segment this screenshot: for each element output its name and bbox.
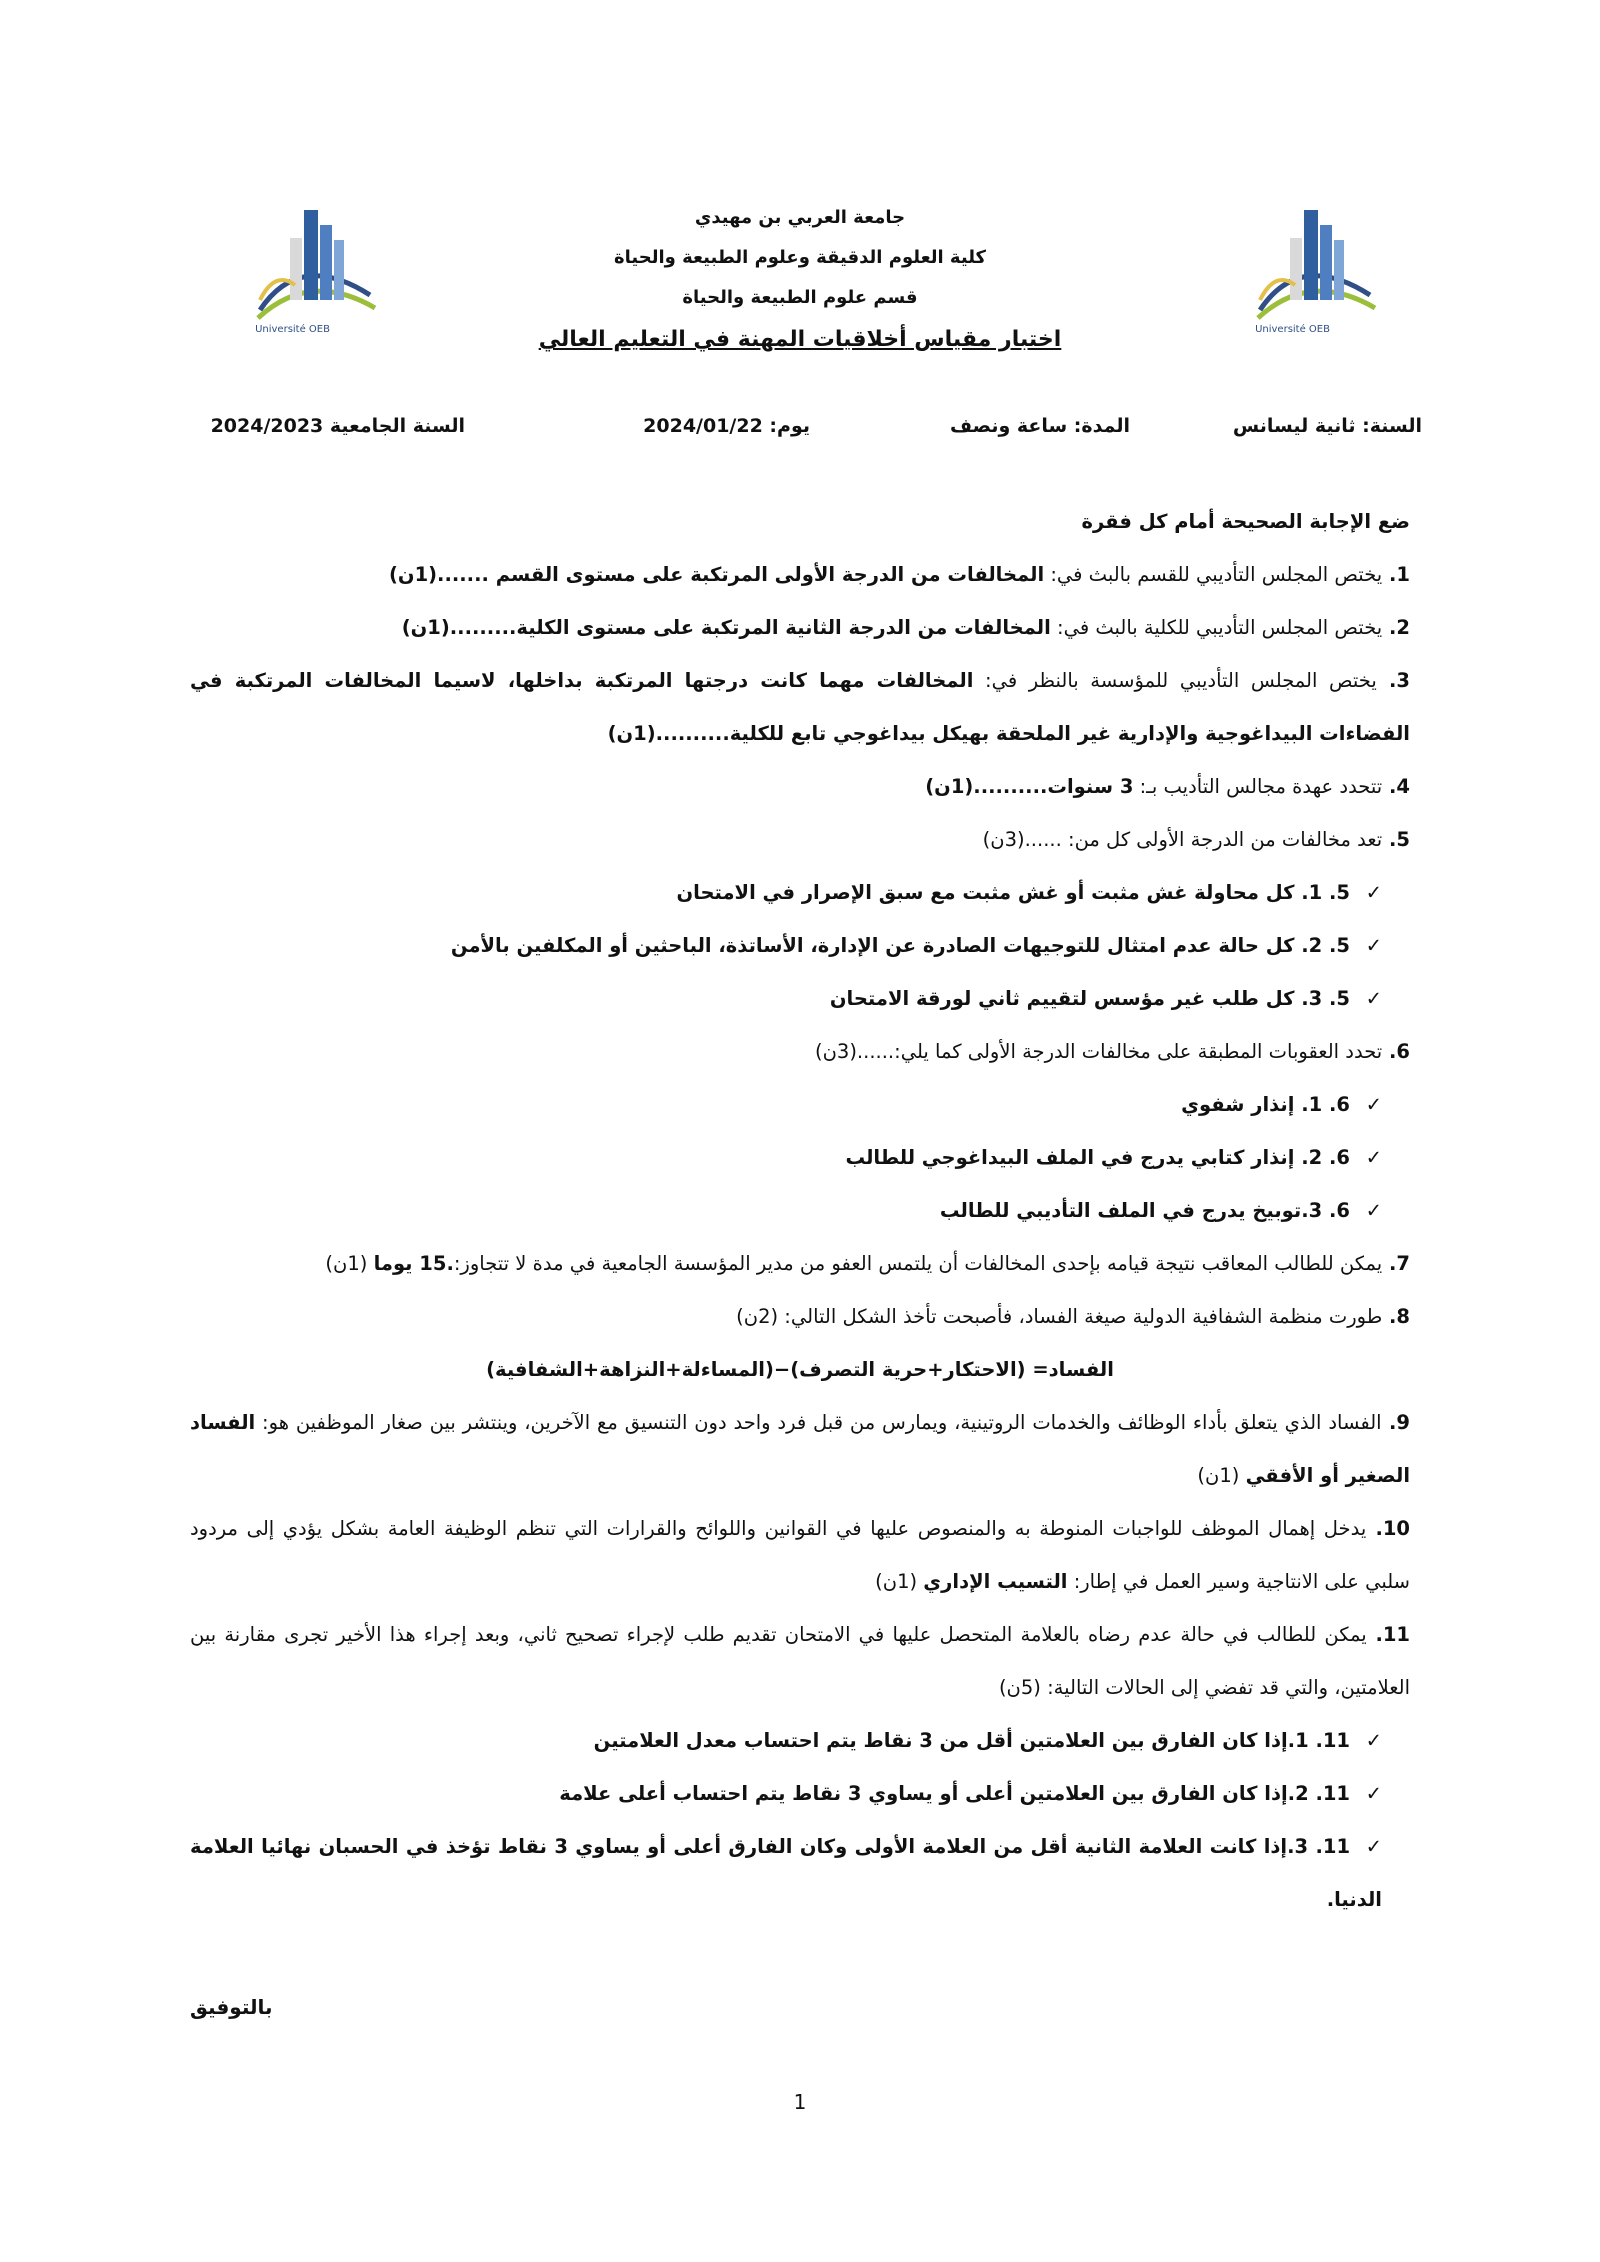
list-item: ✓11. 2.إذا كان الفارق بين العلامتين أعلى أو يساوي 3 نقاط يتم احتساب أعلى علامة (190, 1767, 1410, 1820)
list-item: ✓11. 1.إذا كان الفارق بين العلامتين أقل من 3 نقاط يتم احتساب معدل العلامتين (190, 1714, 1410, 1767)
check-icon: ✓ (1365, 1199, 1382, 1222)
exam-date: يوم: 2024/01/22 (643, 415, 810, 437)
question-3: 3. يختص المجلس التأديبي للمؤسسة بالنظر في: المخالفات مهما كانت درجتها المرتكبة بداخلها، لاسيما المخالفات المرتكبة في الفضاءات البيداغوجية والإدارية غير الملحقة بهيكل بيداغوجي تابع للكلية..........(1ن) (190, 669, 1410, 745)
corruption-formula: الفساد= (الاحتكار+حرية التصرف)−(المساءلة+النزاهة+الشفافية) (486, 1358, 1114, 1381)
svg-text:Université OEB: Université OEB (1255, 324, 1330, 335)
page-number: 1 (793, 2090, 807, 2114)
list-item: ✓11. 3.إذا كانت العلامة الثانية أقل من العلامة الأولى وكان الفارق أعلى أو يساوي 3 نقاط تؤخذ في الحسبان نهائيا العلامة الدنيا. (190, 1820, 1410, 1926)
svg-text:Université OEB: Université OEB (255, 324, 330, 335)
question-5: 5. تعد مخالفات من الدرجة الأولى كل من: ......(3ن) (982, 828, 1410, 851)
year-level: السنة: ثانية ليسانس (1232, 415, 1422, 437)
check-icon: ✓ (1365, 881, 1382, 904)
list-item: ✓6. 1. إنذار شفوي (190, 1078, 1410, 1131)
closing-wish: بالتوفيق (190, 1995, 273, 2019)
question-10: 10. يدخل إهمال الموظف للواجبات المنوطة به والمنصوص عليها في القوانين واللوائح والقرارات التي تنظم الوظيفة العامة بشكل يؤدي إلى مردود سلبي على الانتاجية وسير العمل في إطار: التسيب الإداري (1ن) (190, 1517, 1410, 1593)
answer-10: التسيب الإداري (923, 1570, 1068, 1593)
university-name: جامعة العربي بن مهيدي (694, 207, 906, 228)
answer-9: الفساد الصغير أو الأفقي (190, 1411, 1410, 1487)
instruction: ضع الإجابة الصحيحة أمام كل فقرة (1081, 510, 1410, 533)
check-icon: ✓ (1365, 1146, 1382, 1169)
list-item: ✓6. 2. إنذار كتابي يدرج في الملف البيداغوجي للطالب (190, 1131, 1410, 1184)
answer-7: .15 يوما (373, 1252, 454, 1275)
document-header (0, 198, 1600, 362)
academic-year: السنة الجامعية 2024/2023 (210, 415, 465, 437)
duration: المدة: ساعة ونصف (949, 415, 1130, 437)
questions-section (190, 495, 1410, 1926)
question-11: 11. يمكن للطالب في حالة عدم رضاه بالعلامة المتحصل عليها في الامتحان تقديم طلب لإجراء تصحيح ثاني، وبعد إجراء هذا الأخير تجرى مقارنة بين العلامتين، والتي قد تفضي إلى الحالات التالية: (5ن) (190, 1623, 1410, 1699)
check-icon: ✓ (1365, 1782, 1382, 1805)
list-item: ✓6. 3.توبيخ يدرج في الملف التأديبي للطالب (190, 1184, 1410, 1237)
question-6: 6. تحدد العقوبات المطبقة على مخالفات الدرجة الأولى كما يلي:......(3ن) (814, 1040, 1410, 1063)
exam-title: اختبار مقياس أخلاقيات المهنة في التعليم العالي (538, 327, 1062, 352)
answer-1: المخالفات من الدرجة الأولى المرتكبة على مستوى القسم .......(1ن) (389, 563, 1045, 586)
answer-3: المخالفات مهما كانت درجتها المرتكبة بداخلها، لاسيما المخالفات المرتكبة في الفضاءات البيداغوجية والإدارية غير الملحقة بهيكل بيداغوجي تابع للكلية..........(1ن) (190, 669, 1410, 745)
list-item: ✓5. 2. كل حالة عدم امتثال للتوجيهات الصادرة عن الإدارة، الأساتذة، الباحثين أو المكلفين بالأمن (190, 919, 1410, 972)
check-icon: ✓ (1365, 987, 1382, 1010)
question-2: 2. يختص المجلس التأديبي للكلية بالبث في: المخالفات من الدرجة الثانية المرتكبة على مستوى الكلية.........(1ن) (401, 616, 1410, 639)
question-8: 8. طورت منظمة الشفافية الدولية صيغة الفساد، فأصبحت تأخذ الشكل التالي: (2ن) (736, 1305, 1410, 1328)
faculty-name: كلية العلوم الدقيقة وعلوم الطبيعة والحياة (613, 247, 987, 268)
check-icon: ✓ (1365, 934, 1382, 957)
check-icon: ✓ (1365, 1835, 1383, 1858)
list-item: ✓5. 1. كل محاولة غش مثبت أو غش مثبت مع سبق الإصرار في الامتحان (190, 866, 1410, 919)
question-9: 9. الفساد الذي يتعلق بأداء الوظائف والخدمات الروتينية، ويمارس من قبل فرد واحد دون التنسيق مع الآخرين، وينتشر بين صغار الموظفين هو: الفساد الصغير أو الأفقي (1ن) (190, 1411, 1410, 1487)
answer-4: 3 سنوات..........(1ن) (925, 775, 1134, 798)
check-icon: ✓ (1365, 1729, 1382, 1752)
check-icon: ✓ (1365, 1093, 1382, 1116)
list-item: ✓5. 3. كل طلب غير مؤسس لتقييم ثاني لورقة الامتحان (190, 972, 1410, 1025)
question-1: 1. يختص المجلس التأديبي للقسم بالبث في: المخالفات من الدرجة الأولى المرتكبة على مستوى القسم .......(1ن) (389, 563, 1410, 586)
question-4: 4. تتحدد عهدة مجالس التأديب بـ: 3 سنوات..........(1ن) (925, 775, 1410, 798)
department-name: قسم علوم الطبيعة والحياة (682, 287, 918, 308)
answer-2: المخالفات من الدرجة الثانية المرتكبة على مستوى الكلية.........(1ن) (401, 616, 1051, 639)
question-7: 7. يمكن للطالب المعاقب نتيجة قيامه بإحدى المخالفات أن يلتمس العفو من مدير المؤسسة الجامعية في مدة لا تتجاوز:.15 يوما (1ن) (325, 1252, 1410, 1275)
